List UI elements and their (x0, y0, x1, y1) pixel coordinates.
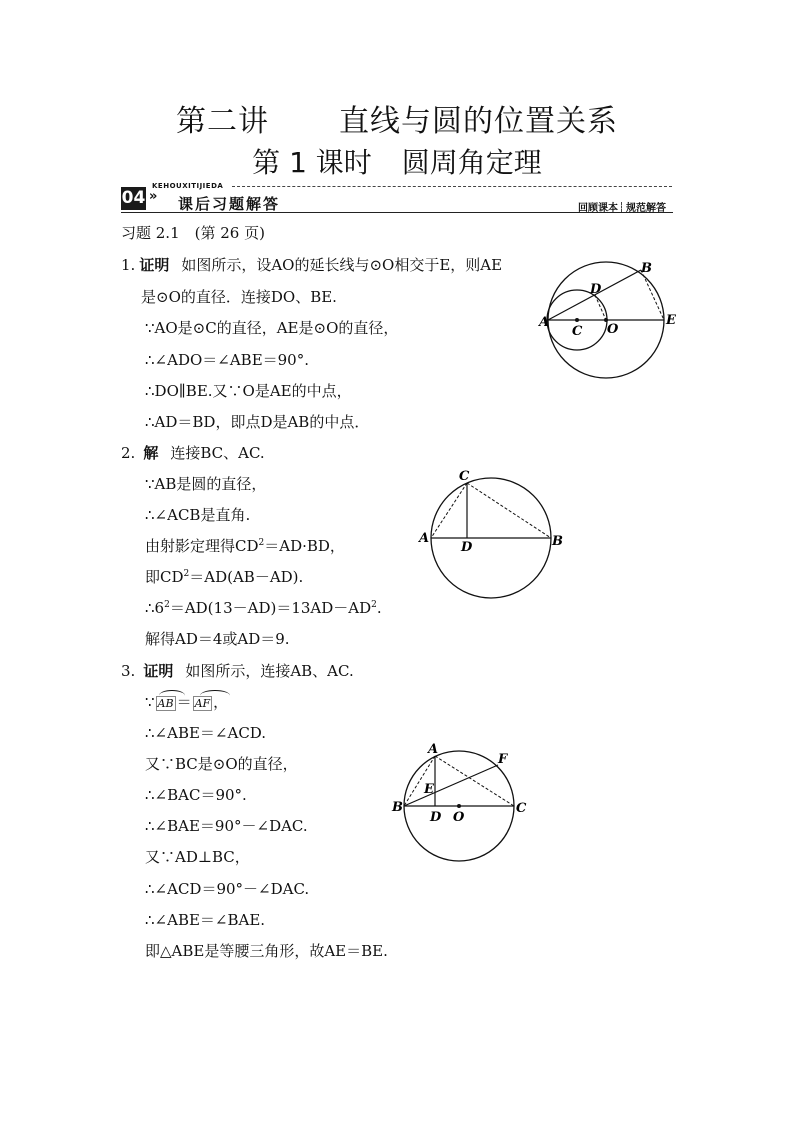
figure-2-diagram (416, 466, 568, 600)
p2-line4-a: 由射影定理得CD (145, 537, 259, 555)
p2-line6-a: ∴6 (145, 599, 165, 617)
fig3-line-AB (404, 756, 435, 806)
p3-line10: 即△ABE是等腰三角形，故AE＝BE. (145, 942, 388, 960)
fig2-label-A: A (419, 531, 430, 546)
p3-number: 3. (121, 662, 136, 680)
fig1-point-C (575, 318, 579, 322)
p2-sq2: 2 (183, 569, 190, 579)
p3-comma: ， (213, 693, 229, 711)
fig3-label-D: D (430, 810, 442, 825)
p2-sq4: 2 (371, 600, 377, 610)
fig2-line-AC (431, 483, 467, 538)
p3-arc-AB (156, 696, 176, 711)
fig1-label-E: E (666, 313, 676, 328)
lesson-subtitle-part1: 第 1 课时 (252, 146, 372, 179)
fig1-label-B: B (641, 261, 652, 276)
section-title: 课后习题解答 (178, 195, 281, 213)
fig2-label-D: D (461, 540, 473, 555)
lesson-title-part2: 直线与圆的位置关系 (339, 104, 618, 139)
p2-line6 (145, 597, 382, 618)
fig3-label-C: C (516, 801, 527, 816)
arc-mark-icon (159, 690, 185, 701)
section-dashed-divider (232, 186, 672, 187)
p1-kind: 证明 (139, 256, 170, 274)
p1-line2: 是⊙O的直径．连接DO、BE. (141, 288, 337, 306)
p2-line7: 解得AD＝4或AD＝9. (145, 630, 290, 648)
fig2-line-BC (467, 483, 551, 538)
fig3-point-O (457, 804, 461, 808)
p2-sq1: 2 (258, 538, 265, 548)
fig3-label-F: F (498, 752, 508, 767)
p2-line6-c: . (376, 599, 382, 617)
p1-line6: ∴AD＝BD，即点D是AB的中点． (145, 413, 370, 431)
p2-kind: 解 (143, 444, 159, 462)
p3-line9: ∴∠ABE＝∠BAE. (145, 911, 266, 929)
fig2-label-B: B (552, 534, 563, 549)
p2-line5-b: ＝AD(AB－AD). (189, 568, 304, 586)
section-tag-review: 回顾课本 (578, 203, 618, 214)
arc-mark-icon (200, 690, 230, 701)
fig1-label-O: O (607, 322, 619, 337)
p2-line2: ∵AB是圆的直径， (145, 475, 267, 493)
p3-line1 (121, 660, 354, 681)
p3-line2 (145, 691, 228, 712)
fig3-label-A: A (428, 742, 439, 757)
exercise-header: 习题 2.1 (第 26 页) (121, 224, 265, 242)
lesson-subtitle (0, 141, 794, 181)
p3-kind: 证明 (143, 662, 174, 680)
lesson-subtitle-part2: 圆周角定理 (401, 146, 542, 179)
p2-sq3: 2 (164, 600, 170, 610)
p2-line1 (121, 442, 265, 463)
p3-because: ∵ (145, 693, 155, 711)
lesson-title (0, 96, 794, 140)
figure-1-diagram (536, 252, 686, 388)
p2-line5-a: 即CD (145, 568, 184, 586)
p2-text1: 连接BC、AC. (170, 444, 265, 462)
figure-3-diagram (390, 738, 532, 864)
fig3-label-O: O (453, 810, 465, 825)
p3-line6: ∴∠BAE＝90°－∠DAC. (145, 817, 308, 835)
p1-text1: 如图所示，设AO的延长线与⊙O相交于E，则AE (181, 256, 503, 274)
section-tag-standard: 规范解答 (626, 203, 666, 214)
p3-line7: 又∵AD⊥BC， (145, 848, 250, 866)
chevron-icon: » (149, 189, 158, 204)
fig2-label-C: C (459, 469, 470, 484)
fig1-label-C: C (572, 324, 583, 339)
fig1-label-A: A (539, 315, 550, 330)
p2-line5 (145, 566, 303, 587)
p1-line3: ∵AO是⊙C的直径，AE是⊙O的直径， (145, 319, 399, 337)
p1-line4: ∴∠ADO＝∠ABE＝90°. (145, 351, 309, 369)
p3-line3: ∴∠ABE＝∠ACD. (145, 724, 267, 742)
lesson-title-part1: 第二讲 (176, 104, 269, 139)
p1-number: 1. (121, 256, 136, 274)
p2-line6-b: ＝AD(13－AD)＝13AD－AD (169, 599, 372, 617)
p2-number: 2. (121, 444, 136, 462)
p2-line4 (145, 535, 345, 556)
p3-arc-AF-label: AF (194, 697, 211, 710)
p2-line4-b: ＝AD·BD， (264, 537, 345, 555)
p3-eq: ＝ (176, 693, 192, 711)
p3-arc-AB-label: AB (157, 697, 174, 710)
section-divider (121, 212, 673, 213)
p1-line5: ∴DO∥BE.又∵O是AE的中点， (145, 382, 352, 400)
fig1-line-BE (641, 270, 664, 320)
section-number-badge: 04 (121, 188, 146, 208)
fig3-label-E: E (424, 782, 434, 797)
fig3-label-B: B (392, 800, 403, 815)
p3-text1: 如图所示，连接AB、AC. (185, 662, 354, 680)
p3-arc-AF (193, 696, 213, 711)
fig3-line-BF (404, 765, 498, 806)
p2-line3: ∴∠ACB是直角. (145, 506, 251, 524)
p3-line4: 又∵BC是⊙O的直径， (145, 755, 298, 773)
section-pinyin: KEHOUXITIJIEDA (152, 182, 224, 190)
p3-line8: ∴∠ACD＝90°－∠DAC. (145, 880, 310, 898)
p1-line1 (121, 254, 502, 275)
p3-line5: ∴∠BAC＝90°. (145, 786, 247, 804)
tag-separator (621, 202, 623, 212)
fig1-label-D: D (590, 282, 602, 297)
